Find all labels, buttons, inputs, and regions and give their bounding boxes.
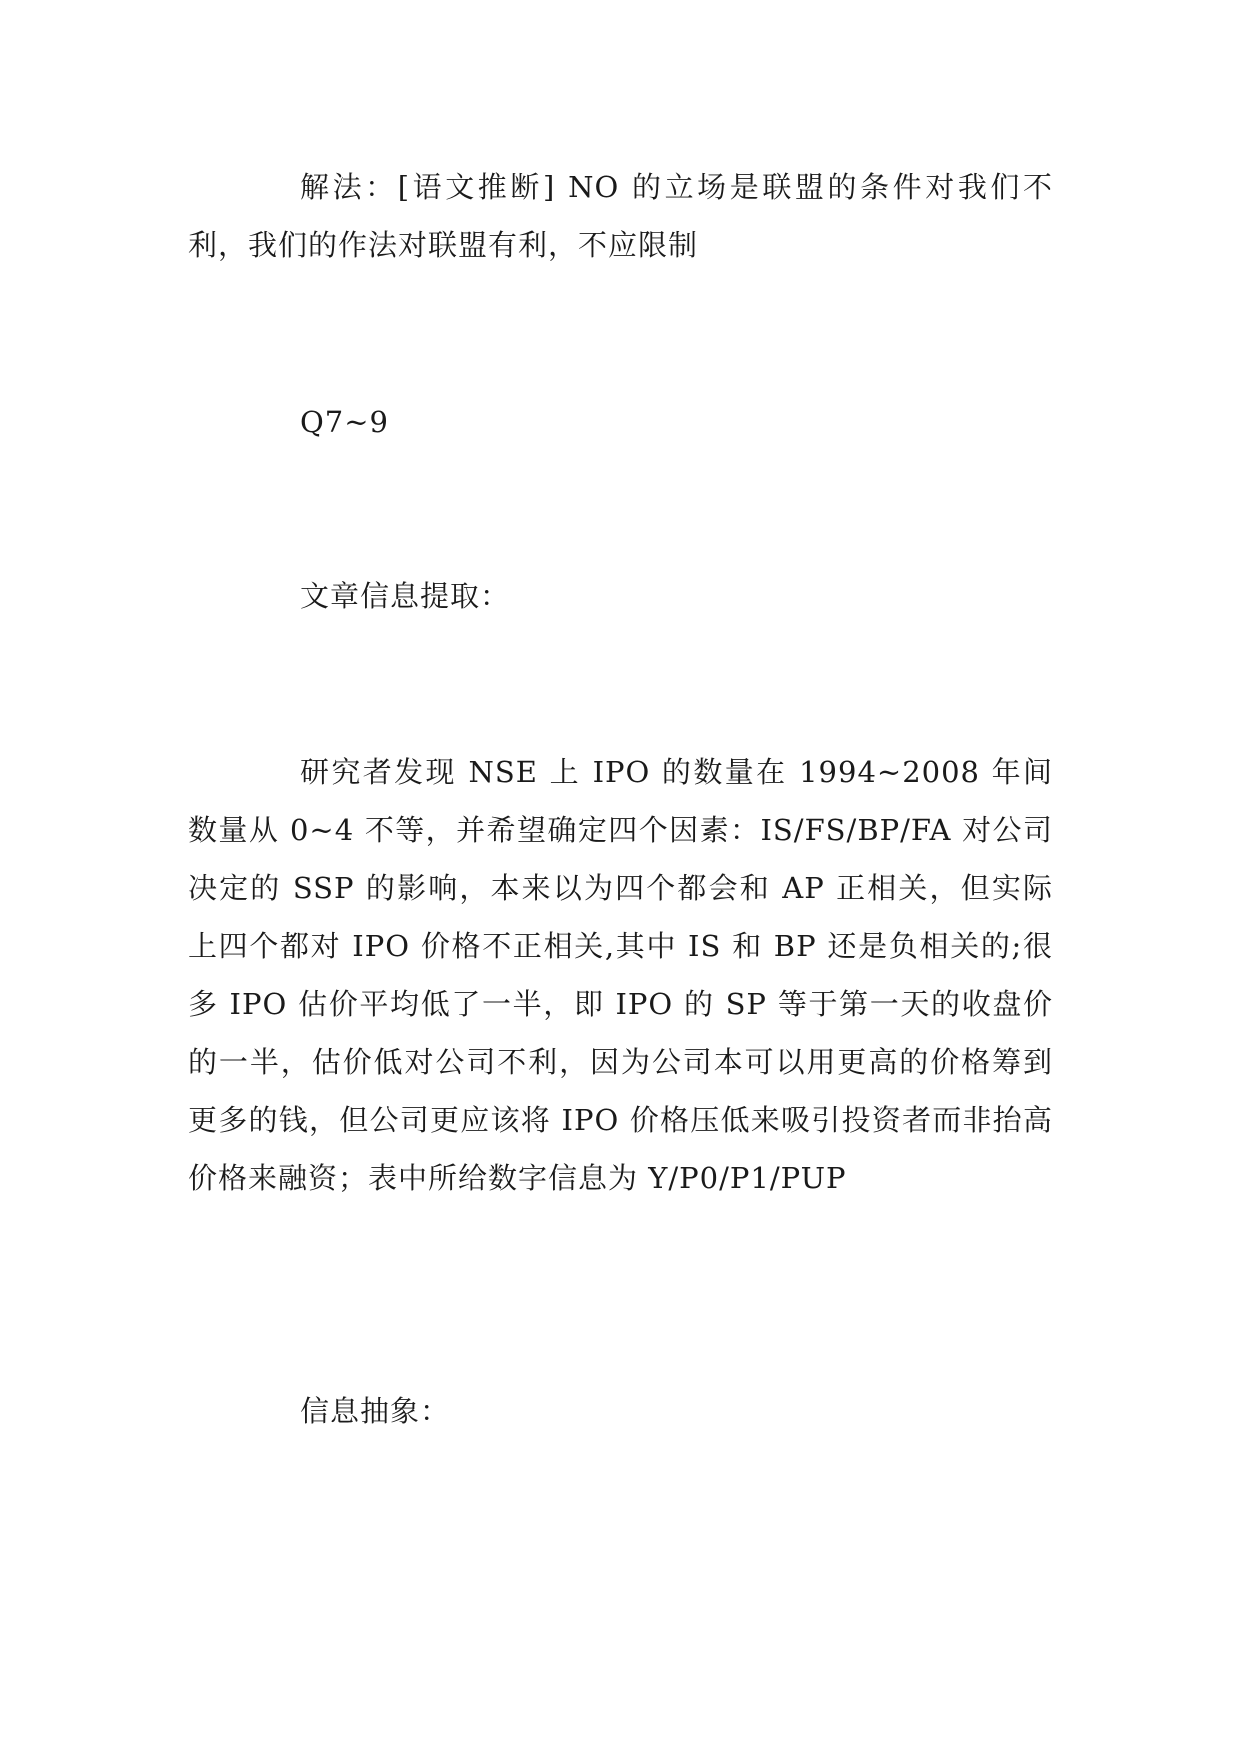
question-range-heading: Q7~9	[300, 405, 389, 439]
article-info-paragraph: 研究者发现 NSE 上 IPO 的数量在 1994~2008 年间数量从 0~4 不等，并希望确定四个因素：IS/FS/BP/FA 对公司决定的 SSP 的影响，本来以为四个都会和 AP 正相关，但实际上四个都对 IPO 价格不正相关,其中 IS 和 BP 还是负相关的;很多 IPO 估价平均低了一半，即 IPO 的 SP 等于第一天的收盘价的一半，估价低对公司不利，因为公司本可以用更高的价格筹到更多的钱，但公司更应该将 IPO 价格压低来吸引投资者而非抬高价格来融资；表中所给数字信息为 Y/P0/P1/PUP	[188, 755, 1053, 1195]
section-heading-article-info: 文章信息提取：	[300, 579, 511, 613]
section-heading-info-abstraction: 信息抽象：	[300, 1394, 451, 1428]
solution-paragraph: 解法：[语文推断] NO 的立场是联盟的条件对我们不利，我们的作法对联盟有利，不应限制	[188, 170, 1053, 262]
